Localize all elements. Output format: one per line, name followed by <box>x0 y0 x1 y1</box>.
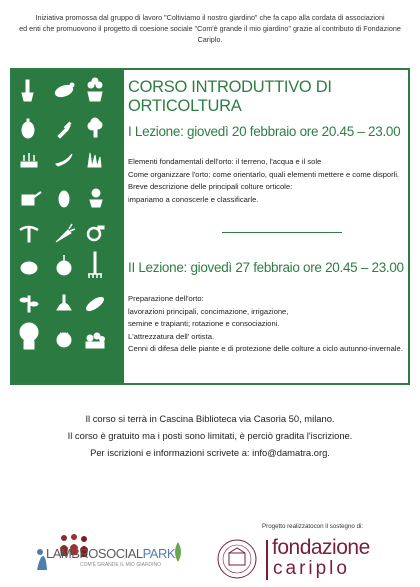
lesson1-line: Come organizzare l'orto: come orientarlo, quali elementi mettere e come disporli. <box>128 169 400 179</box>
lesson1-line: Elementi fondamentali dell'orto: il terreno, l'acqua e il sole <box>128 157 322 166</box>
lesson2-line: lavorazioni principali, concimazione, irrigazione, <box>128 306 289 316</box>
course-panel <box>10 68 410 385</box>
flower-pot-icon <box>90 189 102 207</box>
lesson2-heading: II Lezione: giovedì 27 febbraio ore 20.45 – 23.00 <box>128 260 404 275</box>
eggplant-icon <box>54 83 74 99</box>
footer <box>0 520 420 587</box>
lesson-divider <box>222 232 342 233</box>
lesson2-body <box>128 293 408 356</box>
grass-icon <box>88 153 101 167</box>
lesson1-line: Breve descrizione delle principali colture orticole: <box>128 182 293 191</box>
fondazione-bar <box>266 540 268 580</box>
shovel-icon <box>22 80 33 101</box>
potato-icon <box>21 262 37 274</box>
header-note-line1: Iniziativa promossa dal gruppo di lavoro "Coltiviamo il nostro giardino" che fa capo alla cordata di associazioni <box>35 13 385 22</box>
carrot-icon <box>56 224 75 242</box>
lambro-name <box>46 546 175 561</box>
lesson1-heading: I Lezione: giovedì 20 febbraio ore 20.45 – 23.00 <box>128 124 401 139</box>
info-location: Il corso si terrà in Cascina Biblioteca via Casoria 50, milano. <box>85 413 335 424</box>
fondazione-logo-line2: cariplo <box>273 558 350 579</box>
watering-can-icon <box>22 192 41 205</box>
tree-pot-icon <box>20 323 38 349</box>
lambro-name-a: LAMBRO <box>46 546 98 561</box>
header-note-line2: ed enti che promuovono il progetto di coesione sociale "Com'è grande il mio giardino" grazie al contributo di Fondazione Cariplo. <box>19 24 401 44</box>
course-title: CORSO INTRODUTTIVO DI ORTICOLTURA <box>128 78 332 115</box>
lesson2-line: semine e trapianti; rotazione e consociazioni. <box>128 319 280 328</box>
leaf-icon <box>172 542 184 562</box>
info-free: Il corso è gratuito ma i posti sono limitati, è perciò gradita l'iscrizione. <box>67 430 353 441</box>
garlic-icon <box>57 295 71 310</box>
lesson2-line: Preparazione dell'orto: <box>128 294 204 303</box>
icon-column <box>12 70 124 383</box>
municipality-seal-icon <box>216 538 258 580</box>
onion-icon <box>57 255 71 275</box>
rake-icon <box>88 252 102 278</box>
seed-icon <box>59 191 69 207</box>
chili-icon <box>56 154 72 166</box>
header-note <box>8 12 412 45</box>
pickaxe-icon <box>20 227 38 242</box>
tomato-icon <box>57 333 71 347</box>
trowel-icon <box>58 122 71 138</box>
broccoli-icon <box>88 118 102 137</box>
lesson2-line: L'attrezzatura dell' ortista. <box>128 331 215 341</box>
lambro-name-c: PARK <box>142 546 176 561</box>
info-block <box>0 410 420 461</box>
fondazione-logo-line1: fondazione <box>272 536 370 559</box>
lambro-subtitle: COM'È GRANDE IL MIO GIARDINO <box>80 562 162 568</box>
plant-box-icon <box>86 333 105 348</box>
lesson1-body <box>128 156 408 206</box>
lesson1-line: impariamo a conoscerle e classificarle. <box>128 194 259 204</box>
lambro-social-park-logo <box>34 532 184 572</box>
lesson2-line: Cenni di difesa delle piante e di protezione delle colture a ciclo autunno-invernale. <box>128 344 403 353</box>
sponsor-note: Progetto realizzatocon il sostegno di: <box>262 523 364 530</box>
garden-hose-icon <box>88 226 104 240</box>
zucchini-icon <box>85 295 106 313</box>
lambro-name-b: SOCIAL <box>97 546 143 561</box>
seedling-tray-icon <box>21 153 37 167</box>
potted-plant-icon <box>88 78 102 101</box>
sprout-icon <box>20 296 38 312</box>
pepper-icon <box>22 119 34 138</box>
info-contact[interactable]: Per iscrizioni e informazioni scrivete a: info@damatra.org. <box>90 447 330 458</box>
icon-grid <box>12 70 124 383</box>
